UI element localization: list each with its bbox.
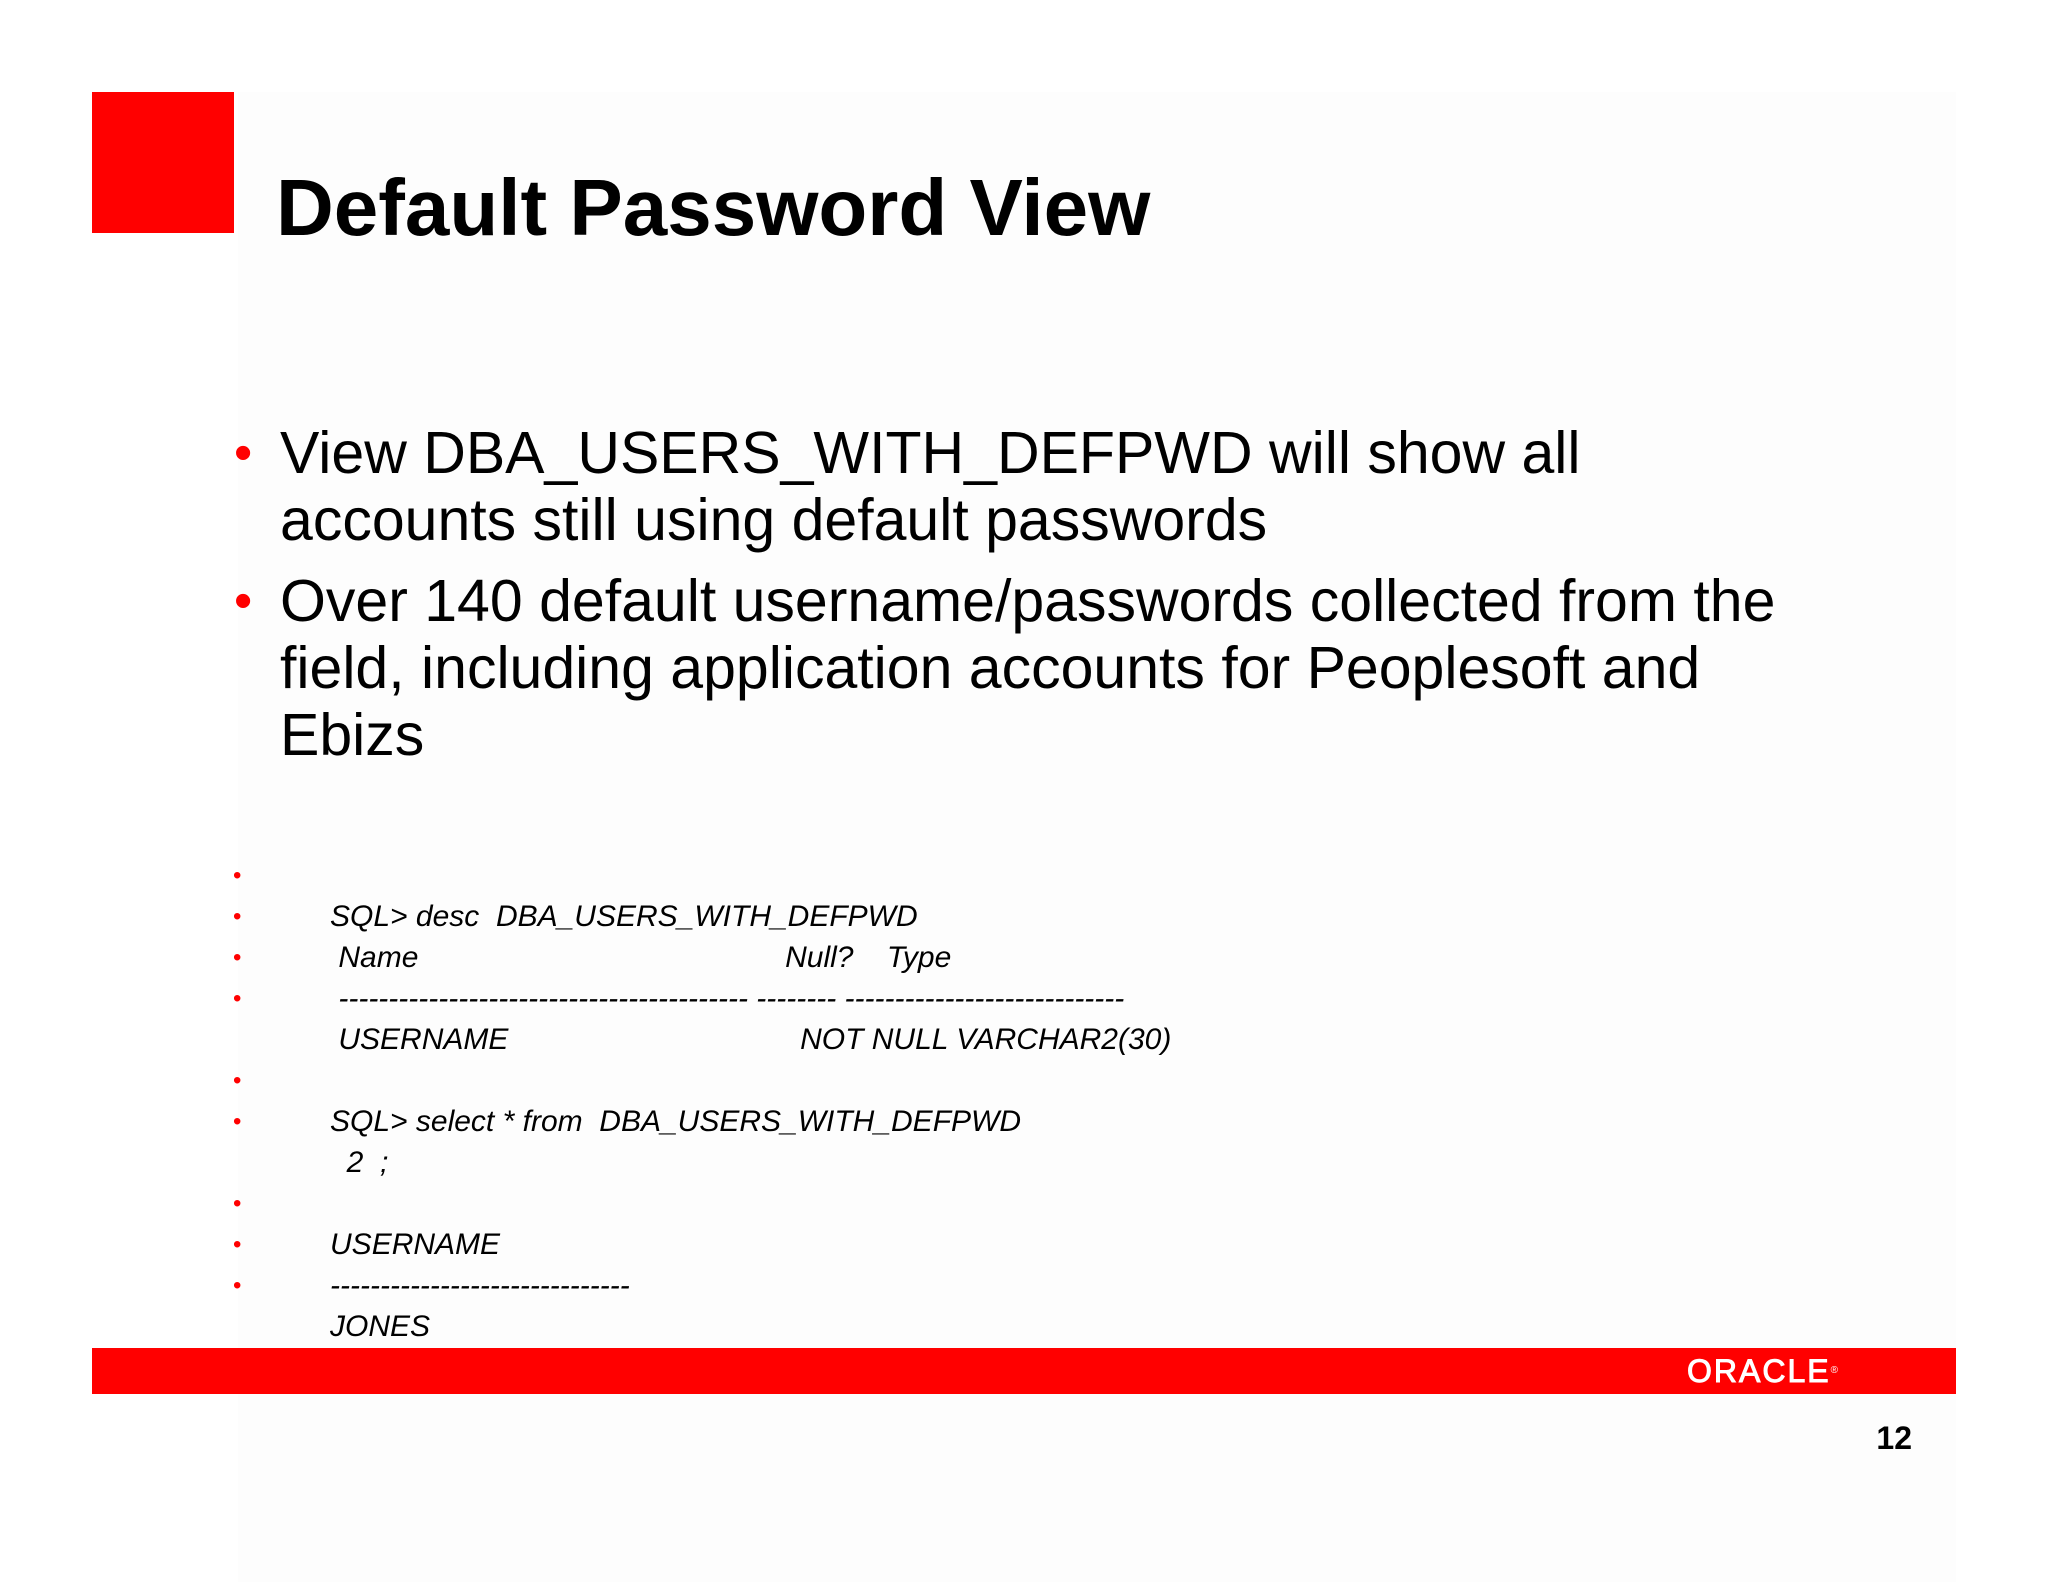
code-text: SQL> select * from DBA_USERS_WITH_DEFPWD — [330, 1105, 1022, 1138]
bullet-dot: • — [234, 424, 253, 482]
main-bullet-list — [230, 420, 1800, 783]
bullet-text: View DBA_USERS_WITH_DEFPWD will show all accounts still using default passwords — [280, 420, 1581, 553]
code-line — [230, 896, 1430, 974]
bullet-item — [230, 420, 1800, 554]
code-line — [230, 1060, 1430, 1138]
bullet-dot: • — [233, 903, 242, 930]
bullet-dot: • — [233, 1190, 242, 1217]
registered-mark: ® — [1830, 1365, 1838, 1376]
slide-title: Default Password View — [276, 163, 1151, 252]
code-line — [230, 978, 1430, 1056]
page-number: 12 — [1876, 1420, 1912, 1456]
code-line — [230, 855, 1430, 933]
bullet-dot: • — [234, 572, 253, 630]
code-text: ------------------------------ — [330, 1269, 630, 1302]
bullet-dot: • — [233, 985, 242, 1012]
oracle-logo-text: ORACLE — [1687, 1353, 1831, 1389]
code-text: ----------------------------------------- -------- ---------------------------- — [330, 982, 1125, 1015]
code-text: JONES — [330, 1310, 431, 1343]
code-line — [230, 1183, 1430, 1261]
sql-code-list — [230, 855, 1430, 1343]
red-accent-square — [92, 92, 234, 233]
code-text: SQL> desc DBA_USERS_WITH_DEFPWD — [330, 900, 918, 933]
bullet-dot: • — [233, 862, 242, 889]
bullet-dot: • — [233, 1067, 242, 1094]
code-text: 2 ; — [330, 1146, 389, 1179]
bullet-item — [230, 568, 1800, 769]
bullet-text: Over 140 default username/passwords collected from the field, including application accounts for Peoplesoft and Ebizs — [280, 568, 1776, 768]
code-text: USERNAME NOT NULL VARCHAR2(30) — [330, 1023, 1172, 1056]
bullet-dot: • — [233, 1108, 242, 1135]
code-line — [230, 1265, 1430, 1343]
bullet-dot: • — [233, 1231, 242, 1258]
oracle-logo — [1687, 1353, 1838, 1389]
code-line — [230, 937, 1430, 1015]
code-text: USERNAME — [330, 1228, 501, 1261]
code-line — [230, 1224, 1430, 1302]
code-text: Name Null? Type — [330, 941, 952, 974]
code-line — [230, 1101, 1430, 1179]
footer-bar — [92, 1348, 1956, 1394]
bullet-dot: • — [233, 944, 242, 971]
bullet-dot: • — [233, 1272, 242, 1299]
spacer — [230, 1142, 1430, 1183]
